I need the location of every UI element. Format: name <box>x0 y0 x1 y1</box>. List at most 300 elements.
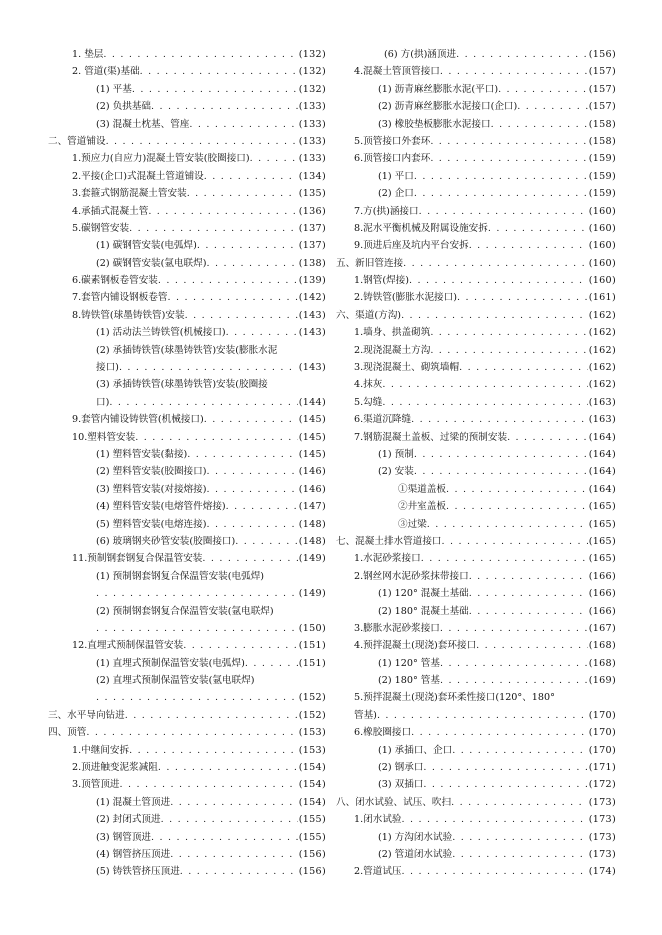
toc-entry-page: (160) <box>588 240 616 252</box>
toc-entry <box>336 150 616 167</box>
toc-entry-label: 2.铸铁管(膨胀水泥接口) <box>354 292 457 304</box>
toc-entry-label: 7.方(拱)涵接口 <box>354 205 419 217</box>
toc-entry-page: (162) <box>588 327 616 339</box>
toc-leader-dots <box>119 359 298 376</box>
toc-entry-page: (159) <box>588 153 616 165</box>
toc-entry <box>336 794 616 811</box>
toc-leader-dots <box>158 272 298 289</box>
toc-entry <box>48 203 326 220</box>
toc-entry-page: (158) <box>588 118 616 130</box>
toc-entry <box>336 185 616 202</box>
toc-entry-page: (160) <box>588 257 616 269</box>
toc-entry-page: (153) <box>298 727 326 739</box>
toc-entry-label: (1) 活动法兰铸铁管(机械接口) <box>96 327 226 339</box>
toc-leader-dots <box>411 411 588 428</box>
toc-entry <box>336 829 616 846</box>
toc-leader-dots <box>109 394 297 411</box>
toc-entry-label: 7.钢筋混凝土盖板、过梁的预制安装 <box>354 431 508 443</box>
toc-leader-dots <box>456 46 588 63</box>
toc-entry-label: (3) 橡胶垫板膨胀水泥接口 <box>378 118 491 130</box>
toc-entry-label: (1) 混凝土管顶进 <box>96 796 171 808</box>
toc-entry-page: (155) <box>298 831 326 843</box>
toc-entry <box>48 863 326 880</box>
toc-entry-label: (2) 承插铸铁管(球墨铸铁管)安装(膨胀水泥 <box>96 344 278 356</box>
toc-entry-page: (143) <box>298 327 326 339</box>
toc-entry-page: (145) <box>298 448 326 460</box>
toc-entry <box>48 620 326 637</box>
toc-entry <box>336 237 616 254</box>
toc-entry-page: (173) <box>588 831 616 843</box>
toc-entry-page: (157) <box>588 83 616 95</box>
toc-leader-dots <box>476 637 588 654</box>
toc-entry <box>48 150 326 167</box>
toc-entry <box>336 533 616 550</box>
toc-leader-dots <box>414 446 588 463</box>
toc-leader-dots <box>180 863 298 880</box>
toc-leader-dots <box>423 776 587 793</box>
toc-entry-page: (139) <box>298 275 326 287</box>
toc-entry-label: 4.承插式混凝土管 <box>72 205 149 217</box>
toc-entry <box>48 411 326 428</box>
toc-leader-dots <box>168 289 298 306</box>
toc-entry <box>48 689 326 706</box>
toc-entry-label: (2) 沥青麻丝膨胀水泥接口(企口) <box>378 101 518 113</box>
toc-entry <box>48 742 326 759</box>
toc-entry <box>336 707 616 724</box>
toc-leader-dots <box>235 533 297 550</box>
toc-leader-dots <box>401 307 588 324</box>
toc-leader-dots <box>414 185 588 202</box>
toc-entry-label: 2.平接(企口)式混凝土管道铺设 <box>72 170 204 182</box>
toc-entry-label: ①渠道盖板 <box>398 483 446 495</box>
toc-entry-page: (156) <box>588 49 616 60</box>
toc-entry-label: 1.水泥砂浆接口 <box>354 553 421 565</box>
toc-entry <box>336 429 616 446</box>
toc-entry-page: (160) <box>588 222 616 234</box>
toc-entry-page: (162) <box>588 344 616 356</box>
toc-entry-label: ②井室盖板 <box>398 501 446 513</box>
toc-entry-label: (2) 预制钢套钢复合保温管安装(氩电联焊) <box>96 605 274 617</box>
toc-entry-page: (172) <box>588 779 616 791</box>
toc-entry-page: (137) <box>298 240 326 252</box>
toc-entry-label: 6.顶管接口内套环 <box>354 153 431 165</box>
toc-leader-dots <box>409 272 588 289</box>
toc-leader-dots <box>402 811 588 828</box>
toc-entry <box>336 81 616 98</box>
toc-entry-label: 1. 垫层 <box>72 49 104 60</box>
toc-leader-dots <box>197 237 298 254</box>
toc-entry-label: (1) 沥青麻丝膨胀水泥(平口) <box>378 83 499 95</box>
toc-entry-label: (2) 180° 管基 <box>378 675 440 687</box>
toc-entry-label: 1.墙身、拱盖砌筑 <box>354 327 431 339</box>
toc-leader-dots <box>170 794 297 811</box>
toc-entry <box>48 289 326 306</box>
toc-leader-dots <box>446 481 588 498</box>
toc-entry-page: (154) <box>298 762 326 774</box>
toc-entry <box>48 324 326 341</box>
toc-entry-label: 2. 管道(渠)基础 <box>72 66 140 78</box>
toc-entry-label: (3) 双插口 <box>378 779 424 791</box>
toc-entry <box>336 376 616 393</box>
toc-entry-label: ③过梁 <box>398 518 427 530</box>
toc-entry-page: (132) <box>298 49 326 60</box>
toc-entry-page: (162) <box>588 309 616 321</box>
toc-entry <box>48 46 326 63</box>
toc-entry-label: (2) 企口 <box>378 188 414 200</box>
toc-leader-dots <box>96 585 298 602</box>
toc-entry <box>336 394 616 411</box>
toc-leader-dots <box>452 829 587 846</box>
toc-entry <box>48 237 326 254</box>
toc-leader-dots <box>204 168 298 185</box>
toc-entry-label: 12.直埋式预制保温管安装 <box>72 640 184 652</box>
toc-entry <box>336 63 616 80</box>
toc-entry-page: (162) <box>588 362 616 374</box>
toc-leader-dots <box>430 150 587 167</box>
toc-leader-dots <box>132 81 298 98</box>
toc-entry-label: (2) 直埋式预制保温管安装(氩电联焊) <box>96 675 255 687</box>
toc-entry <box>48 446 326 463</box>
toc-entry-label: 11.预制钢套钢复合保温管安装 <box>72 553 203 565</box>
toc-leader-dots <box>414 168 588 185</box>
toc-entry-label: 5.顶管接口外套环 <box>354 135 431 147</box>
toc-leader-dots <box>187 185 298 202</box>
toc-entry-label: (1) 直埋式预制保温管安装(电弧焊) <box>96 657 245 669</box>
toc-entry-label: 1.闭水试验 <box>354 814 402 826</box>
toc-entry <box>48 498 326 515</box>
toc-entry-label: (1) 预制钢套钢复合保温管安装(电弧焊) <box>96 570 265 582</box>
toc-entry <box>336 463 616 480</box>
toc-entry <box>48 81 326 98</box>
toc-leader-dots <box>469 585 588 602</box>
toc-entry-label: 1.中继间安拆 <box>72 744 130 756</box>
toc-entry <box>336 289 616 306</box>
toc-entry-label: 管基) <box>354 709 377 721</box>
toc-entry <box>336 742 616 759</box>
toc-entry <box>48 376 326 393</box>
toc-entry-label: (1) 平口 <box>378 170 414 182</box>
toc-leader-dots <box>129 220 298 237</box>
toc-leader-dots <box>419 203 588 220</box>
toc-leader-dots <box>151 829 298 846</box>
toc-entry <box>336 846 616 863</box>
toc-entry <box>48 168 326 185</box>
toc-entry <box>336 359 616 376</box>
toc-entry-page: (133) <box>298 135 326 147</box>
toc-entry <box>336 620 616 637</box>
toc-entry-label: 4.预拌混凝土(现浇)套环接口 <box>354 640 477 652</box>
toc-leader-dots <box>120 776 298 793</box>
toc-leader-dots <box>452 742 587 759</box>
toc-leader-dots <box>423 759 587 776</box>
toc-entry-page: (148) <box>298 535 326 547</box>
toc-leader-dots <box>189 116 297 133</box>
toc-entry-page: (146) <box>298 483 326 495</box>
toc-entry-label: (1) 预制 <box>378 448 414 460</box>
toc-entry-label: 三、水平导向钻进 <box>48 709 125 721</box>
toc-entry <box>48 516 326 533</box>
toc-entry-label: 2.管道试压 <box>354 866 402 878</box>
toc-leader-dots <box>151 98 298 115</box>
toc-leader-dots <box>96 689 298 706</box>
toc-entry-label: 10.塑料管安装 <box>72 431 136 443</box>
toc-entry <box>336 168 616 185</box>
toc-entry-label: 2.现浇混凝土方沟 <box>354 344 431 356</box>
toc-entry <box>336 307 616 324</box>
toc-entry-label: (2) 安装 <box>378 466 414 478</box>
toc-entry-page: (132) <box>298 66 326 78</box>
toc-entry <box>336 550 616 567</box>
toc-entry-page: (151) <box>298 640 326 652</box>
toc-entry-label: 7.套管内铺设钢板卷管 <box>72 292 168 304</box>
toc-entry <box>336 116 616 133</box>
toc-leader-dots <box>430 133 587 150</box>
toc-entry-label: (1) 120° 管基 <box>378 657 440 669</box>
toc-entry-page: (164) <box>588 431 616 443</box>
toc-entry-label: 二、管道铺设 <box>48 135 106 147</box>
toc-right-column <box>336 46 616 881</box>
toc-entry <box>48 185 326 202</box>
toc-entry <box>336 220 616 237</box>
toc-leader-dots <box>459 359 588 376</box>
toc-entry-page: (156) <box>298 866 326 878</box>
toc-entry-page: (138) <box>298 257 326 269</box>
toc-leader-dots <box>206 481 297 498</box>
toc-leader-dots <box>469 603 588 620</box>
toc-leader-dots <box>469 568 588 585</box>
toc-leader-dots <box>158 759 298 776</box>
toc-leader-dots <box>430 342 587 359</box>
toc-entry-page: (164) <box>588 448 616 460</box>
toc-leader-dots <box>245 655 298 672</box>
toc-entry <box>48 133 326 150</box>
toc-entry-label: (3) 塑料管安装(对接熔接) <box>96 483 207 495</box>
toc-entry-page: (165) <box>588 501 616 513</box>
toc-leader-dots <box>440 672 588 689</box>
toc-entry-label: 6.橡胶圈接口 <box>354 727 412 739</box>
toc-entry-label: (2) 钢承口 <box>378 762 424 774</box>
toc-leader-dots <box>185 307 298 324</box>
toc-entry-label: (1) 塑料管安装(黏接) <box>96 448 188 460</box>
toc-entry-page: (173) <box>588 814 616 826</box>
toc-leader-dots <box>183 637 297 654</box>
toc-entry-page: (155) <box>298 814 326 826</box>
toc-entry <box>48 307 326 324</box>
toc-entry <box>48 655 326 672</box>
toc-leader-dots <box>403 255 588 272</box>
toc-leader-dots <box>507 429 588 446</box>
toc-entry-page: (158) <box>588 135 616 147</box>
toc-entry-label: (2) 碳钢管安装(氩电联焊) <box>96 257 207 269</box>
toc-entry-page: (136) <box>298 205 326 217</box>
toc-entry-label: (4) 塑料管安装(电熔管件熔接) <box>96 501 226 513</box>
toc-entry <box>48 550 326 567</box>
toc-entry <box>48 255 326 272</box>
toc-leader-dots <box>161 811 298 828</box>
toc-entry-page: (145) <box>298 431 326 443</box>
toc-entry-label: 6.渠道沉降缝 <box>354 414 412 426</box>
toc-entry <box>336 637 616 654</box>
toc-entry-page: (135) <box>298 188 326 200</box>
toc-entry-page: (168) <box>588 640 616 652</box>
toc-entry-page: (159) <box>588 188 616 200</box>
toc-leader-dots <box>421 550 588 567</box>
toc-entry-label: 3.膨胀水泥砂浆接口 <box>354 622 440 634</box>
toc-entry <box>336 603 616 620</box>
toc-leader-dots <box>442 533 588 550</box>
toc-entry-page: (166) <box>588 605 616 617</box>
toc-leader-dots <box>129 742 298 759</box>
toc-entry-page: (151) <box>298 657 326 669</box>
toc-entry <box>48 846 326 863</box>
toc-entry-page: (154) <box>298 796 326 808</box>
toc-entry <box>336 255 616 272</box>
toc-entry-label: 8.泥水平衡机械及附属设施安拆 <box>354 222 488 234</box>
toc-leader-dots <box>187 446 297 463</box>
toc-entry-label: (1) 承插口、企口 <box>378 744 453 756</box>
toc-entry-page: (154) <box>298 779 326 791</box>
toc-entry-page: (166) <box>588 570 616 582</box>
toc-leader-dots <box>517 98 587 115</box>
toc-entry-label: 六、渠道(方沟) <box>336 309 402 321</box>
toc-entry-label: 接口) <box>96 362 119 374</box>
toc-entry-page: (160) <box>588 205 616 217</box>
toc-entry-label: 2.钢丝网水泥砂浆抹带接口 <box>354 570 469 582</box>
toc-entry <box>48 794 326 811</box>
toc-leader-dots <box>140 63 298 80</box>
toc-entry-page: (134) <box>298 170 326 182</box>
toc-entry <box>48 759 326 776</box>
toc-entry-page: (149) <box>298 588 326 600</box>
toc-leader-dots <box>382 376 587 393</box>
toc-entry-label: 4.抹灰 <box>354 379 383 391</box>
toc-entry-page: (170) <box>588 727 616 739</box>
toc-entry-page: (152) <box>298 692 326 704</box>
toc-leader-dots <box>491 116 588 133</box>
toc-entry-label: (5) 塑料管安装(电熔连接) <box>96 518 207 530</box>
toc-entry <box>48 724 326 741</box>
toc-entry-page: (146) <box>298 466 326 478</box>
toc-entry <box>336 411 616 428</box>
toc-entry <box>48 811 326 828</box>
toc-entry-label: (1) 碳钢管安装(电弧焊) <box>96 240 197 252</box>
toc-entry-label: (6) 玻璃钢夹砂管安装(胶圈接口) <box>96 535 236 547</box>
toc-entry-page: (173) <box>588 796 616 808</box>
toc-leader-dots <box>452 846 587 863</box>
toc-entry <box>336 585 616 602</box>
toc-leader-dots <box>440 620 588 637</box>
toc-leader-dots <box>469 237 588 254</box>
toc-entry <box>48 116 326 133</box>
toc-entry-page: (173) <box>588 848 616 860</box>
toc-entry-page: (170) <box>588 709 616 721</box>
toc-entry <box>336 272 616 289</box>
toc-leader-dots <box>135 429 297 446</box>
toc-entry-label: 9.顶进后座及坑内平台安拆 <box>354 240 469 252</box>
toc-entry-page: (143) <box>298 309 326 321</box>
toc-entry <box>48 829 326 846</box>
toc-entry-page: (150) <box>298 622 326 634</box>
toc-entry-page: (133) <box>298 118 326 130</box>
toc-leader-dots <box>148 203 297 220</box>
toc-leader-dots <box>488 220 588 237</box>
toc-leader-dots <box>377 707 588 724</box>
toc-entry <box>48 98 326 115</box>
toc-leader-dots <box>382 394 587 411</box>
toc-entry-label: 3.顶管顶进 <box>72 779 120 791</box>
toc-entry <box>48 481 326 498</box>
toc-entry <box>48 776 326 793</box>
toc-entry-label: 3.套箍式钢筋混凝土管安装 <box>72 188 187 200</box>
toc-entry-page: (166) <box>588 588 616 600</box>
toc-entry <box>336 516 616 533</box>
toc-entry-page: (161) <box>588 292 616 304</box>
toc-entry-label: (1) 平基 <box>96 83 132 95</box>
toc-entry <box>48 568 326 585</box>
toc-entry-label: 口) <box>96 396 110 408</box>
toc-leader-dots <box>414 463 588 480</box>
toc-entry-label: (2) 塑料管安装(胶圈接口) <box>96 466 207 478</box>
toc-entry-label: 3.现浇混凝土、砌筑墙帽 <box>354 362 460 374</box>
toc-entry-page: (164) <box>588 466 616 478</box>
toc-leader-dots <box>250 150 298 167</box>
toc-entry-label: (1) 120° 混凝土基础 <box>378 588 469 600</box>
toc-entry-page: (157) <box>588 101 616 113</box>
toc-entry-label: 5.勾缝 <box>354 396 383 408</box>
toc-leader-dots <box>498 81 588 98</box>
toc-entry-label: 八、闭水试验、试压、吹扫 <box>336 796 452 808</box>
toc-entry-label: (5) 铸铁管挤压顶进 <box>96 866 180 878</box>
toc-entry-page: (162) <box>588 379 616 391</box>
toc-entry-page: (165) <box>588 518 616 530</box>
toc-entry <box>48 359 326 376</box>
toc-entry <box>336 672 616 689</box>
toc-entry-page: (163) <box>588 396 616 408</box>
toc-entry-page: (159) <box>588 170 616 182</box>
toc-entry <box>48 672 326 689</box>
toc-entry-page: (145) <box>298 414 326 426</box>
toc-entry <box>336 776 616 793</box>
toc-entry-label: (3) 钢管顶进 <box>96 831 152 843</box>
toc-entry-page: (156) <box>298 848 326 860</box>
toc-entry-page: (168) <box>588 657 616 669</box>
toc-leader-dots <box>170 846 297 863</box>
toc-leader-dots <box>446 498 588 515</box>
toc-leader-dots <box>402 863 588 880</box>
toc-entry <box>336 724 616 741</box>
toc-entry-page: (174) <box>588 866 616 878</box>
toc-entry-label: (2) 管道闭水试验 <box>378 848 453 860</box>
toc-entry-label: (2) 封闭式顶进 <box>96 814 161 826</box>
toc-entry <box>48 585 326 602</box>
toc-entry-page: (132) <box>298 83 326 95</box>
toc-entry <box>48 603 326 620</box>
toc-entry <box>48 394 326 411</box>
toc-entry-page: (142) <box>298 292 326 304</box>
toc-entry-page: (143) <box>298 362 326 374</box>
toc-entry-page: (133) <box>298 153 326 165</box>
toc-entry-page: (167) <box>588 622 616 634</box>
toc-entry-page: (160) <box>588 275 616 287</box>
toc-entry-label: (3) 承插铸铁管(球墨铸铁管)安装(胶圈接 <box>96 379 268 391</box>
toc-entry <box>336 446 616 463</box>
toc-leader-dots <box>106 133 298 150</box>
toc-entry <box>48 63 326 80</box>
toc-entry-page: (153) <box>298 744 326 756</box>
toc-entry-label: 9.套管内铺设铸铁管(机械接口) <box>72 414 204 426</box>
toc-entry-page: (157) <box>588 66 616 78</box>
toc-entry <box>336 568 616 585</box>
